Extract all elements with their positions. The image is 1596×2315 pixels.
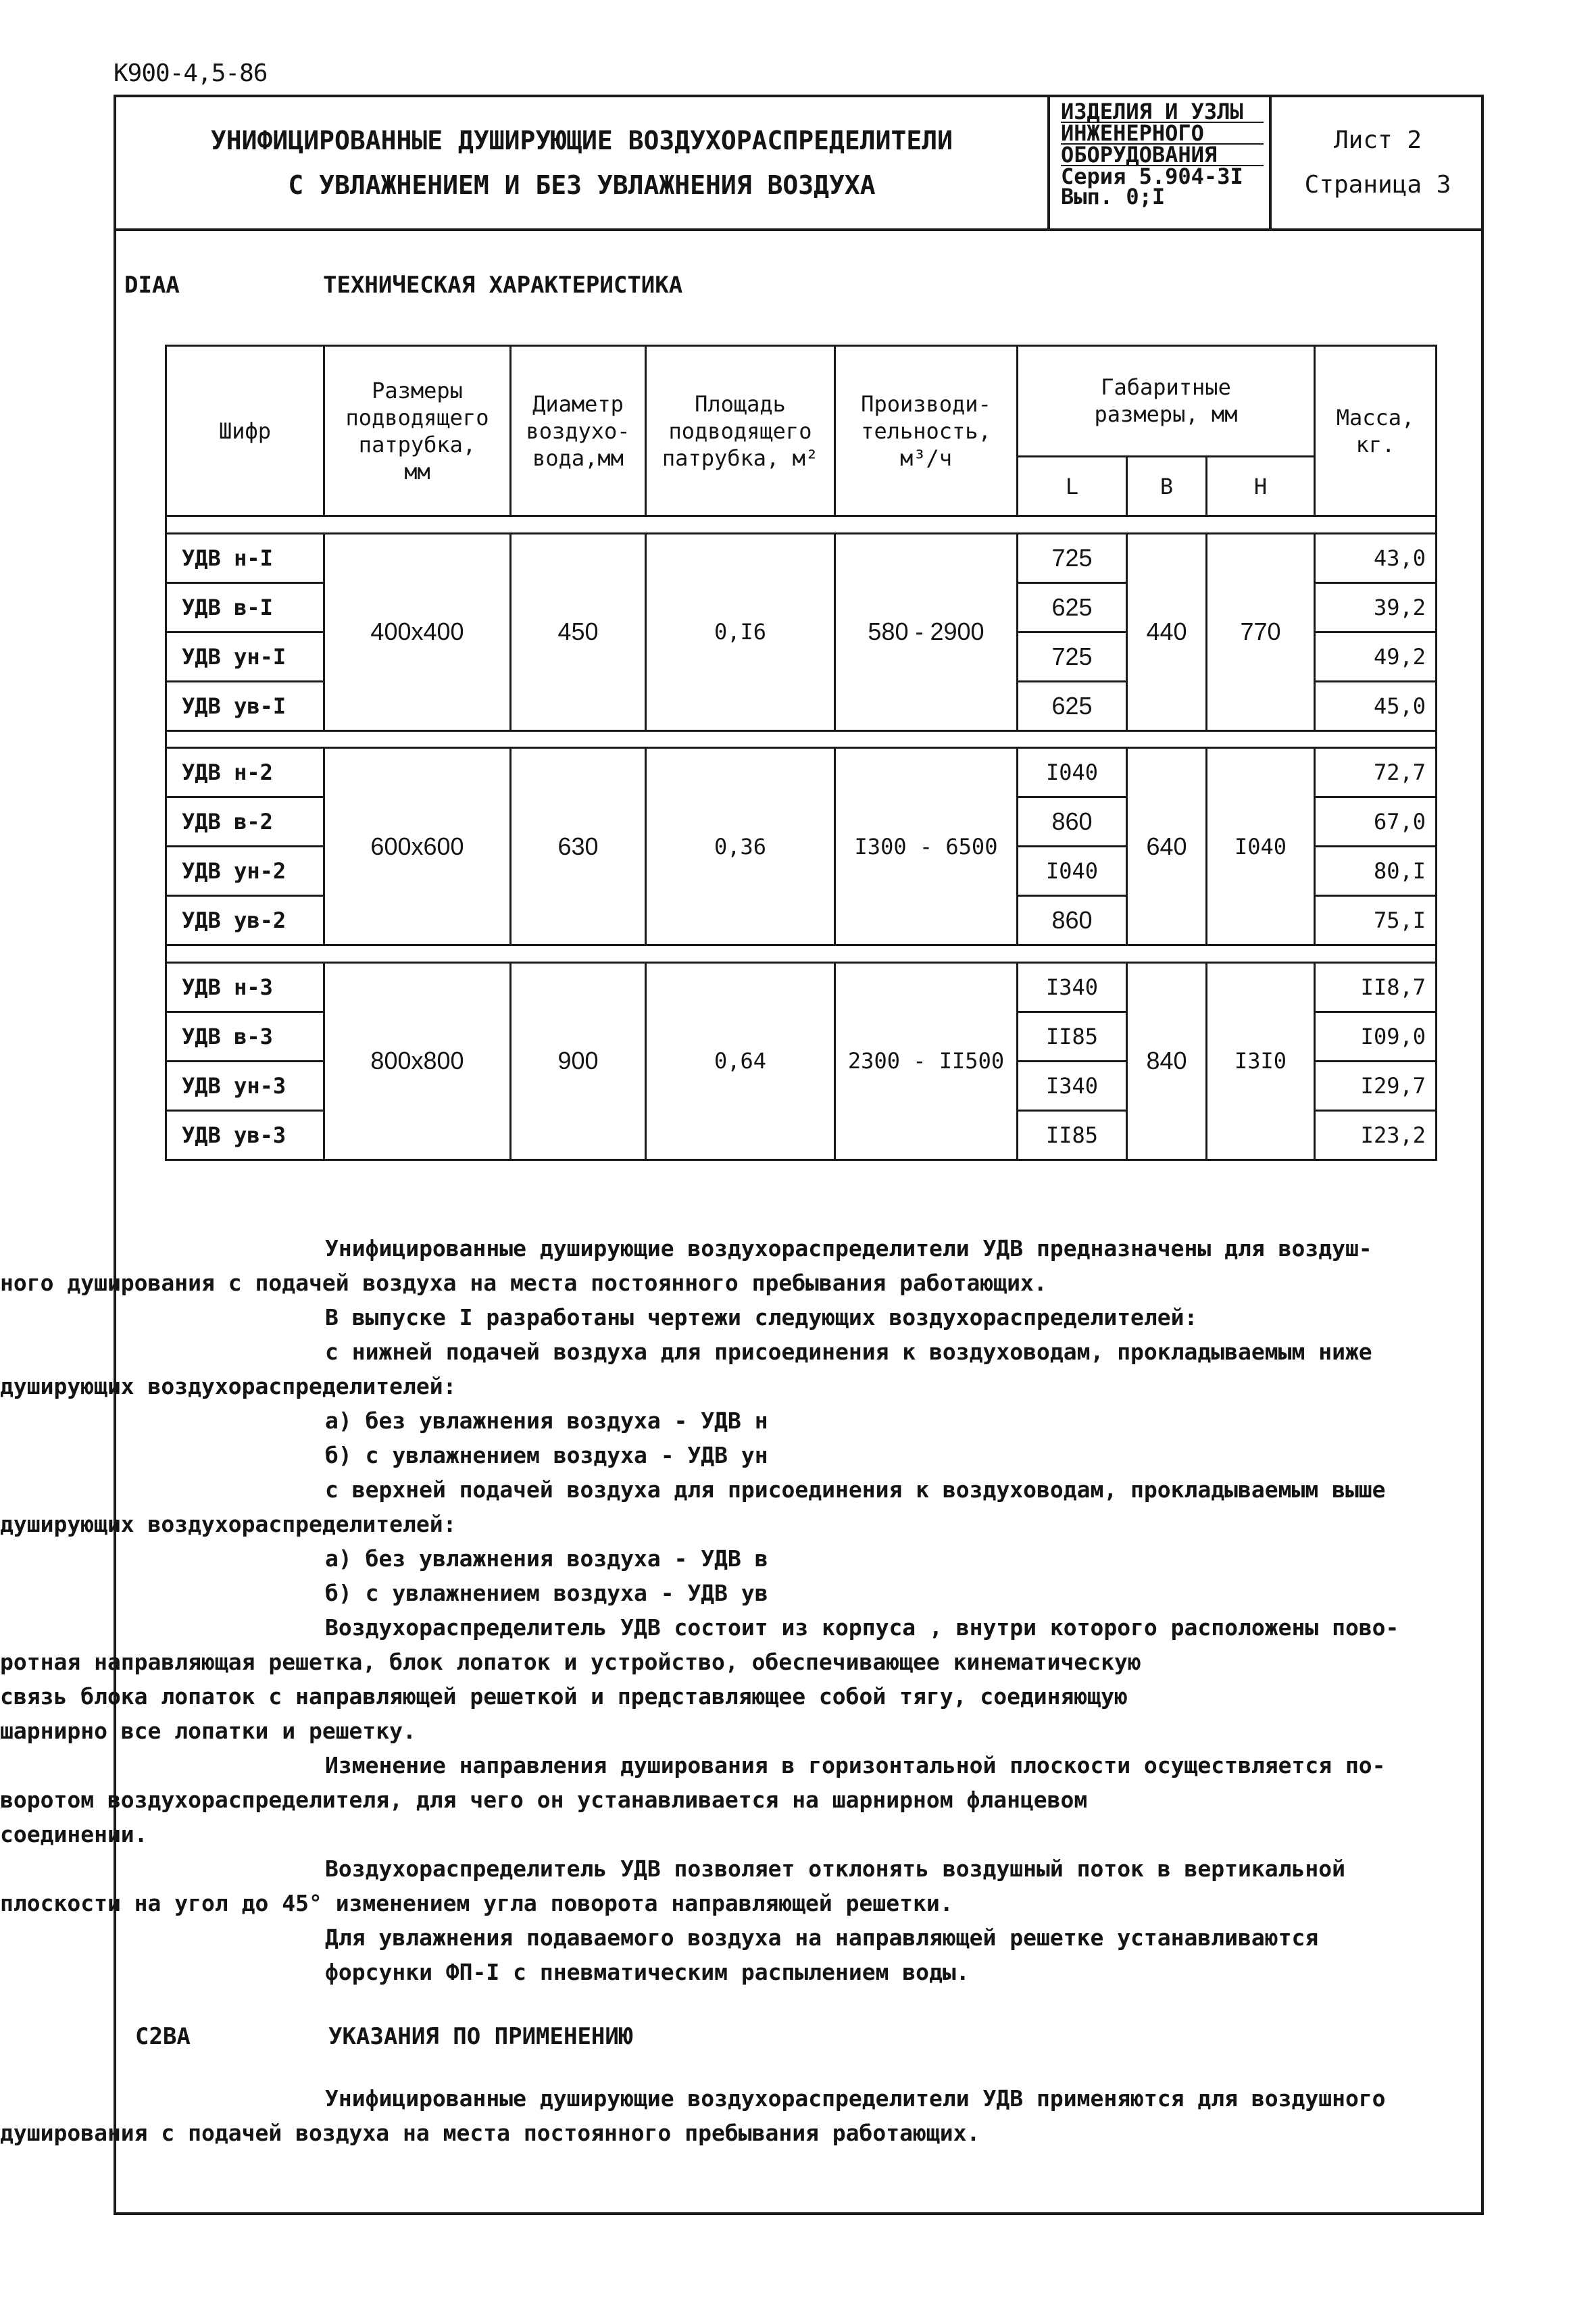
title-line-1: УНИФИЦИРОВАННЫЕ ДУШИРУЮЩИЕ ВОЗДУХОРАСПРЕДЕЛИТЕЛИ xyxy=(210,126,953,155)
header-L: L xyxy=(1018,456,1127,516)
table-row: УДВ ув-3 II85 I23,2 xyxy=(166,1110,1437,1160)
paragraph-line: ного душирования с подачей воздуха на места постоянного пребывания работающих. xyxy=(0,1270,1047,1296)
table-row: УДВ н-I 400х400 450 0,I6 580 - 2900 725 440 770 43,0 xyxy=(166,533,1437,582)
paragraph-line: душирующих воздухораспределителей: xyxy=(0,1511,457,1537)
sheet-info xyxy=(1274,97,1481,228)
series-line: ИНЖЕНЕРНОГО xyxy=(1061,123,1264,145)
description-text xyxy=(0,1231,1450,1989)
paragraph: с нижней подачей воздуха для присоединения к воздуховодам, прокладываемым ниже xyxy=(325,1339,1372,1365)
table-row: УДВ ув-I 625 45,0 xyxy=(166,681,1437,730)
paragraph-line: форсунки ФП-I с пневматическим распылением воды. xyxy=(325,1959,970,1985)
header-overall-dims: Габаритные размеры, мм xyxy=(1018,346,1315,457)
issue-number: Вып. 0;I xyxy=(1061,184,1166,209)
series-line: ИЗДЕЛИЯ И УЗЛЫ xyxy=(1061,101,1264,123)
series-line: ОБОРУДОВАНИЯ xyxy=(1061,145,1264,166)
paragraph: Изменение направления душирования в горизонтальной плоскости осуществляется по- xyxy=(325,1752,1386,1778)
header-pipe-size: Размеры подводящего патрубка, мм xyxy=(324,346,511,516)
paragraph: В выпуске I разработаны чертежи следующих воздухораспределителей: xyxy=(325,1304,1198,1330)
header-pipe-area: Площадь подводящего патрубка, м² xyxy=(646,346,835,516)
section-code: DIAA xyxy=(124,272,180,299)
paragraph-line: связь блока лопаток с направляющей решеткой и представляющее собой тягу, соединяющую xyxy=(0,1683,1128,1710)
title-line-2: С УВЛАЖНЕНИЕМ И БЕЗ УВЛАЖНЕНИЯ ВОЗДУХА xyxy=(288,170,876,200)
table-row: УДВ ун-I 725 49,2 xyxy=(166,632,1437,681)
title-block-divider xyxy=(1269,97,1272,228)
document-code: К900-4,5-86 xyxy=(114,59,268,87)
header-cipher: Шифр xyxy=(166,346,324,516)
header-H: H xyxy=(1207,456,1315,516)
list-item: а) без увлажнения воздуха - УДВ н xyxy=(325,1408,768,1434)
paragraph: Воздухораспределитель УДВ позволяет отклонять воздушный поток в вертикальной xyxy=(325,1856,1345,1882)
paragraph: с верхней подачей воздуха для присоединения к воздуховодам, прокладываемым выше xyxy=(325,1476,1386,1503)
table-row: УДВ ун-3 I340 I29,7 xyxy=(166,1061,1437,1110)
paragraph: Для увлажнения подаваемого воздуха на направляющей решетке устанавливаются xyxy=(325,1924,1319,1951)
paragraph: Унифицированные душирующие воздухораспределители УДВ предназначены для воздуш- xyxy=(325,1235,1372,1262)
section-code: C2BA xyxy=(135,2023,191,2050)
header-duct-diameter: Диаметр воздухо- вода,мм xyxy=(511,346,646,516)
application-text xyxy=(0,2081,1450,2150)
table-row: УДВ в-I 625 39,2 xyxy=(166,582,1437,632)
paragraph-line: плоскости на угол до 45° изменением угла поворота направляющей решетки. xyxy=(0,1890,953,1916)
paragraph-line: воротом воздухораспределителя, для чего он устанавливается на шарнирном фланцевом xyxy=(0,1787,1088,1813)
list-item: б) с увлажнением воздуха - УДВ ув xyxy=(325,1580,768,1606)
header-capacity: Производи- тельность, м³/ч xyxy=(835,346,1018,516)
sheet-number: Лист 2 xyxy=(1333,126,1422,154)
page-number: Страница 3 xyxy=(1304,171,1451,199)
paragraph-line: ротная направляющая решетка, блок лопаток и устройство, обеспечивающее кинематическую xyxy=(0,1649,1141,1675)
paragraph: Унифицированные душирующие воздухораспределители УДВ применяются для воздушного xyxy=(325,2085,1386,2112)
paragraph-line: соединении. xyxy=(0,1821,148,1847)
list-item: а) без увлажнения воздуха - УДВ в xyxy=(325,1545,768,1572)
paragraph-line: душирующих воздухораспределителей: xyxy=(0,1373,457,1399)
section-title: УКАЗАНИЯ ПО ПРИМЕНЕНИЮ xyxy=(328,2023,633,2050)
header-mass: Масса, кг. xyxy=(1315,346,1437,516)
table-row: УДВ в-2 860 67,0 xyxy=(166,797,1437,847)
table-row: УДВ ув-2 860 75,I xyxy=(166,896,1437,945)
technical-spec-table xyxy=(165,345,1437,1161)
section-title: ТЕХНИЧЕСКАЯ ХАРАКТЕРИСТИКА xyxy=(323,272,683,299)
table-row: УДВ н-2 600х600 630 0,36 I300 - 6500 I040 640 I040 72,7 xyxy=(166,748,1437,797)
header-B: B xyxy=(1127,456,1207,516)
table-row: УДВ в-3 II85 I09,0 xyxy=(166,1012,1437,1061)
series-number: Серия 5.904-3I xyxy=(1061,164,1243,189)
document-title xyxy=(116,97,1050,228)
table-row: УДВ н-3 800х800 900 0,64 2300 - II500 I340 840 I3I0 II8,7 xyxy=(166,962,1437,1012)
paragraph-line: душирования с подачей воздуха на места постоянного пребывания работающих. xyxy=(0,2120,980,2146)
paragraph: Воздухораспределитель УДВ состоит из корпуса , внутри которого расположены пово- xyxy=(325,1614,1399,1641)
paragraph-line: шарнирно все лопатки и решетку. xyxy=(0,1718,416,1744)
table-row: УДВ ун-2 I040 80,I xyxy=(166,847,1437,896)
series-block xyxy=(1061,101,1264,207)
list-item: б) с увлажнением воздуха - УДВ ун xyxy=(325,1442,768,1468)
